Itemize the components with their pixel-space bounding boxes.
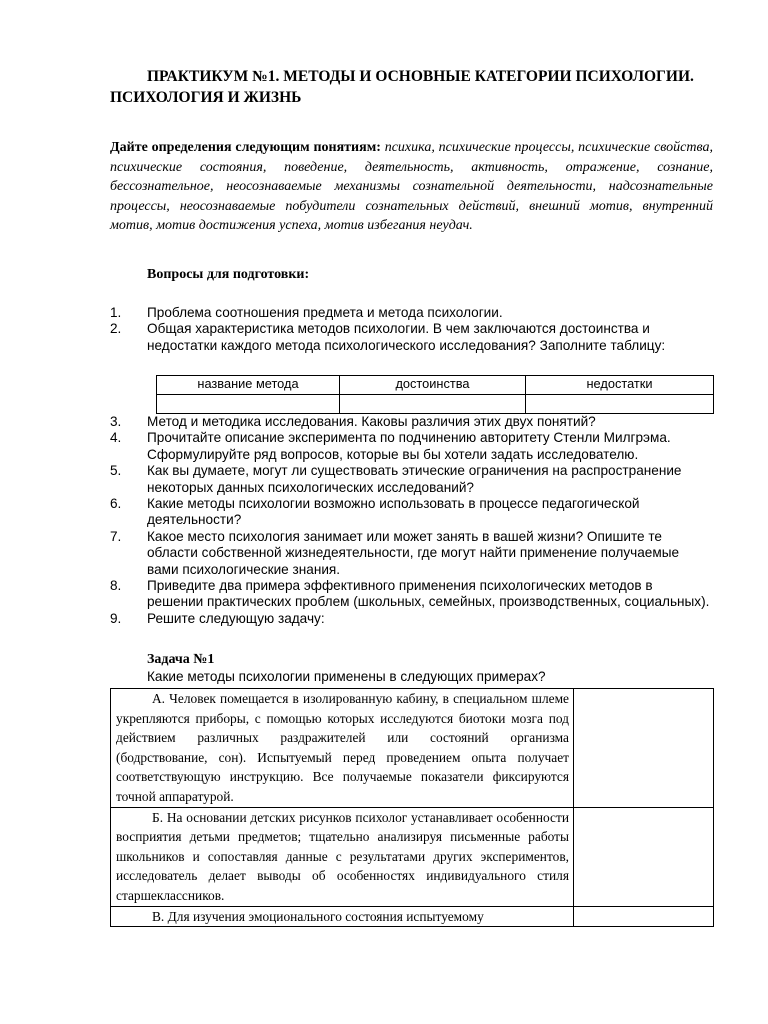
question-item: [110, 611, 710, 627]
question-number: 8.: [110, 578, 122, 594]
example-cell: [111, 906, 574, 927]
answer-cell: [574, 906, 714, 927]
example-cell: [111, 689, 574, 808]
question-item: [110, 414, 710, 430]
example-text: Б. На основании детских рисунков психолог устанавливает особенности восприятия детьми предметов; тщательно анализируя письменные работы школьников и сопоставляя данные с результатами других экспериментов, исследователь делает выводы об особенностях индивидуального стиля старшеклассников.: [116, 809, 569, 903]
example-row: [111, 807, 714, 906]
task-heading: Задача №1: [147, 652, 215, 667]
question-item: [110, 529, 710, 578]
examples-table: [110, 688, 714, 927]
questions-heading: Вопросы для подготовки:: [147, 267, 310, 282]
questions-list: [110, 305, 710, 354]
definitions-paragraph: [110, 138, 713, 236]
methods-table-header: недостатки: [526, 376, 714, 395]
question-number: 1.: [110, 305, 122, 320]
example-text: А. Человек помещается в изолированную кабину, в специальном шлеме укрепляются приборы, с помощью которых исследуются биотоки мозга под действием различных раздражителей или состояний организма (бодрствование, сон). Испытуемый перед проведением опыта получает соответствующую инструкцию. Все получаемые показатели фиксируются точной аппаратурой.: [116, 691, 569, 804]
question-item: [110, 321, 710, 354]
question-text: Какие методы психологии возможно использовать в процессе педагогической деятельности?: [147, 496, 640, 528]
question-text: Проблема соотношения предмета и метода психологии.: [147, 305, 503, 320]
example-row: [111, 689, 714, 808]
example-cell: [111, 807, 574, 906]
methods-table-cell: [340, 395, 526, 414]
example-row: [111, 906, 714, 927]
question-text: Приведите два примера эффективного применения психологических методов в решении практических проблем (школьных, семейных, производственных, социальных).: [147, 578, 710, 610]
question-text: Решите следующую задачу:: [147, 610, 325, 626]
definitions-lead: Дайте определения следующим понятиям:: [110, 140, 381, 155]
methods-table-header-row: [157, 376, 714, 395]
methods-table-cell: [526, 395, 714, 414]
question-text: Общая характеристика методов психологии. В чем заключаются достоинства и недостатки каждого метода психологического исследования? Заполните таблицу:: [147, 321, 666, 353]
questions-list-continued: [110, 414, 710, 627]
question-item: [110, 463, 710, 496]
methods-table-header: название метода: [157, 376, 340, 395]
question-text: Метод и методика исследования. Каковы различия этих двух понятий?: [147, 414, 596, 429]
methods-table-header: достоинства: [340, 376, 526, 395]
question-text: Прочитайте описание эксперимента по подчинению авторитету Стенли Милгрэма. Сформулируйте ряд вопросов, которые вы бы хотели задать исследователю.: [147, 430, 671, 462]
question-item: [110, 578, 710, 611]
task-question: Какие методы психологии применены в следующих примерах?: [147, 669, 546, 684]
question-number: 4.: [110, 430, 122, 446]
methods-table-cell: [157, 395, 340, 414]
question-number: 2.: [110, 321, 122, 337]
question-item: [110, 305, 710, 321]
question-number: 9.: [110, 610, 122, 626]
methods-table: [156, 375, 714, 414]
question-number: 6.: [110, 496, 122, 512]
answer-cell: [574, 689, 714, 808]
methods-table-empty-row: [157, 395, 714, 414]
answer-cell: [574, 807, 714, 906]
question-text: Какое место психология занимает или может занять в вашей жизни? Опишите те области собственной жизнедеятельности, где могут найти применение получаемые вами психологические знания.: [147, 528, 680, 577]
question-item: [110, 430, 710, 463]
page-title: ПРАКТИКУМ №1. МЕТОДЫ И ОСНОВНЫЕ КАТЕГОРИИ ПСИХОЛОГИИ. ПСИХОЛОГИЯ И ЖИЗНЬ: [110, 68, 694, 106]
definitions-terms: психика, психические процессы, психические свойства, психические состояния, поведение, деятельность, активность, отражение, сознание, бессознательное, неосознаваемые механизмы сознательной деятельности, надсознательные процессы, неосознаваемые побудители сознательных действий, внешний мотив, внутренний мотив, мотив достижения успеха, мотив избегания неудач.: [110, 140, 713, 233]
question-number: 5.: [110, 463, 122, 479]
example-text: В. Для изучения эмоционального состояния испытуемому: [152, 908, 484, 924]
question-number: 7.: [110, 528, 122, 544]
question-item: [110, 496, 710, 529]
question-text: Как вы думаете, могут ли существовать этические ограничения на распространение некоторых данных психологических исследований?: [147, 463, 682, 495]
question-number: 3.: [110, 414, 122, 429]
